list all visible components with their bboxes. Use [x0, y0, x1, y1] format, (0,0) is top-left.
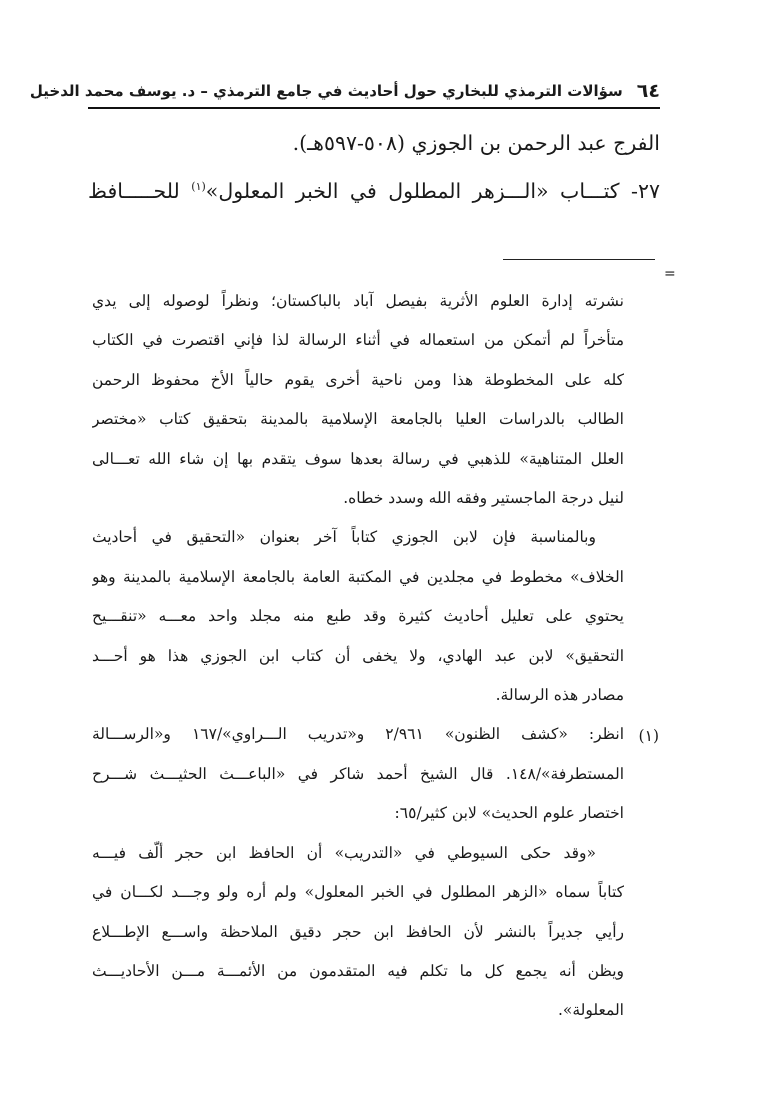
- footnote-line: المستطرفة»/١٤٨. قال الشيخ أحمد شاكر في «الباعـــث الحثيـــث شـــرح: [92, 764, 624, 783]
- header-rule: [88, 107, 660, 109]
- footnote-line: نشرته إدارة العلوم الأثرية بفيصل آباد بالباكستان؛ ونظراً لوصوله إلى يدي: [92, 292, 624, 310]
- footnote-para-2: [92, 518, 624, 715]
- footnote-separator: [503, 259, 655, 260]
- page-number: ٦٤: [636, 80, 660, 102]
- book-title-tail: للحـــــافظ: [88, 178, 192, 203]
- footnote-1: [92, 715, 624, 833]
- quote-line: كتاباً سماه «الزهر المطلول في الخبر المعلول» ولم أره ولو وجـــد لكـــان في: [92, 883, 624, 902]
- quote-line: ويظن أنه يجمع كل ما تكلم فيه المتقدمون من الأئمـــة مـــن الأحاديـــث: [92, 961, 624, 980]
- continuation-mark: =: [664, 266, 676, 282]
- footnote-line: يحتوي على تعليل أحاديث كثيرة وقد طبع منه مجلد واحد معـــه «تنقـــيح: [92, 607, 624, 626]
- quoted-passage: [92, 834, 624, 1031]
- footnote-line: كله على المخطوطة هذا ومن ناحية أخرى يقوم حالياً الأخ محفوظ الرحمن: [92, 370, 624, 389]
- quote-line: «وقد حكى السيوطي في «التدريب» أن الحافظ ابن حجر ألّف فيـــه: [92, 843, 596, 862]
- book-title-text: ٢٧- كتـــاب «الـــزهر المطلول في الخبر المعلول»: [205, 178, 660, 203]
- footnote-line: انظر: «كشف الظنون» ٢/٩٦١ و«تدريب الـــراوي»/١٦٧ و«الرســـالة: [92, 725, 624, 744]
- footnote-line: مصادر هذه الرسالة.: [495, 686, 624, 705]
- quote-line: المعلولة».: [557, 1001, 624, 1020]
- footnote-line: اختصار علوم الحديث» لابن كثير/٦٥:: [394, 804, 624, 823]
- footnote-1-label: (١): [638, 727, 659, 745]
- footnote-line: التحقيق» لابن عبد الهادي، ولا يخفى أن كتاب ابن الجوزي هذا هو أحـــد: [92, 646, 624, 665]
- footnote-line: لنيل درجة الماجستير وفقه الله وسدد خطاه.: [343, 489, 624, 508]
- main-line-1: الفرج عبد الرحمن بن الجوزي (٥٠٨-٥٩٧هـ).: [292, 131, 660, 155]
- footnote-line: العلل المتناهية» للذهبي في رسالة بعدها سوف يتقدم بها إن شاء الله تعـــالى: [92, 449, 624, 468]
- footnote-ref[interactable]: (١): [191, 180, 206, 193]
- footnote-para-1: [92, 282, 624, 518]
- footnote-line: وبالمناسبة فإن لابن الجوزي كتاباً آخر بعنوان «التحقيق في أحاديث: [92, 528, 596, 547]
- footnote-line: الخلاف» مخطوط في مجلدين في المكتبة العامة بالجامعة الإسلامية بالمدينة وهو: [92, 567, 624, 586]
- running-header: [29, 78, 660, 104]
- running-title: سؤالات الترمذي للبخاري حول أحاديث في جامع الترمذي – د. يوسف محمد الدخيل: [29, 82, 623, 100]
- main-line-2: [88, 166, 660, 212]
- quote-line: رأيي جديراً بالنشر لأن الحافظ ابن حجر دقيق الملاحظة واســـع الإطـــلاع: [92, 922, 624, 941]
- footnote-line: الطالب بالدراسات العليا بالجامعة الإسلامية بالمدينة بتحقيق كتاب «مختصر: [92, 410, 624, 429]
- footnote-line: متأخراً لم أتمكن من استعماله في أثناء الرسالة لذا فإني اقتصرت في الكتاب: [92, 331, 624, 350]
- footnotes: [92, 282, 624, 1031]
